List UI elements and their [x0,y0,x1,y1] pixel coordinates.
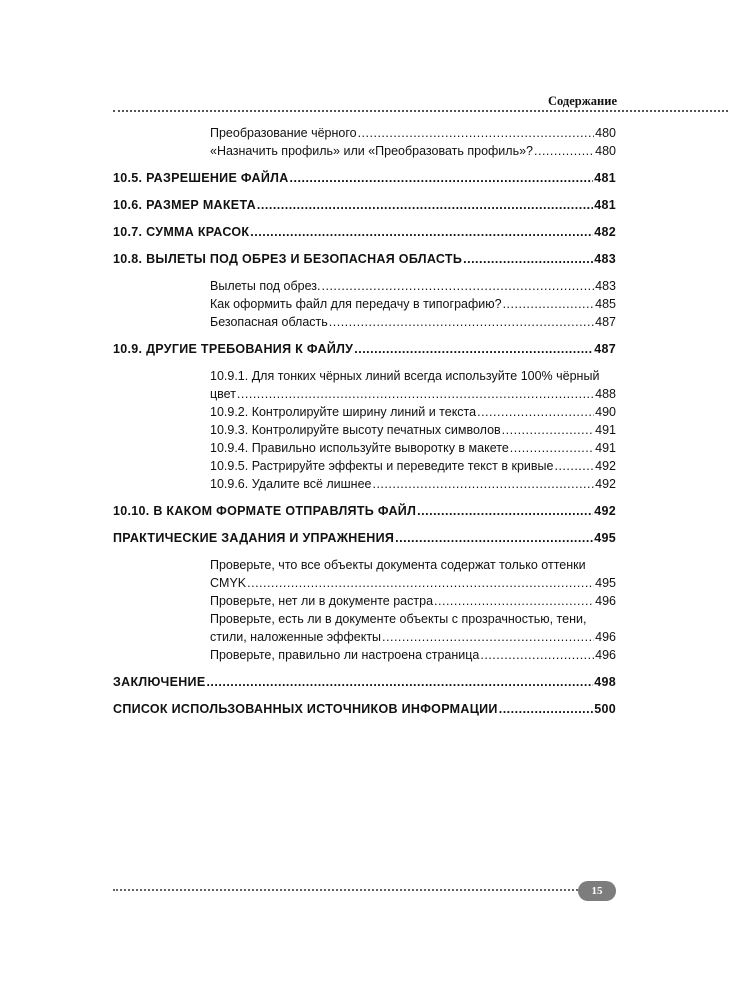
toc-entry-page: 491 [595,423,616,437]
leader-dots [554,457,594,475]
leader-dots [358,124,595,142]
leader-dots [480,646,594,664]
toc-entry-page: 490 [595,405,616,419]
toc-entry-title-line2: стили, наложенные эффекты [210,630,382,644]
toc-entry-title: «Назначить профиль» или «Преобразовать профиль»? [210,144,534,158]
toc-entry[interactable] [113,403,616,421]
leader-dots [354,340,593,358]
leader-dots [247,574,594,592]
toc-entry-title: Как оформить файл для передачу в типографию? [210,297,502,311]
toc-section-title: 10.5. РАЗРЕШЕНИЕ ФАЙЛА [113,171,289,185]
leader-dots [372,475,594,493]
toc-entry-page: 496 [595,594,616,608]
toc-entry[interactable] [113,142,616,160]
toc-entry-page: 480 [595,144,616,158]
toc-entry[interactable] [113,457,616,475]
toc-entry-multiline[interactable] [113,556,616,592]
toc-entry[interactable] [113,277,616,295]
toc-section-10-10[interactable] [113,502,616,520]
toc-section-10-5[interactable] [113,169,616,187]
table-of-contents [113,124,616,718]
leader-dots [322,277,595,295]
toc-entry-title: 10.9.5. Растрируйте эффекты и переведите текст в кривые [210,459,554,473]
toc-section-title: 10.10. В КАКОМ ФОРМАТЕ ОТПРАВЛЯТЬ ФАЙЛ [113,504,417,518]
toc-section-10-6[interactable] [113,196,616,214]
toc-entry[interactable] [113,439,616,457]
footer-dotted-rule [113,889,578,891]
leader-dots [417,502,593,520]
leader-dots [503,295,595,313]
toc-section-page: 498 [594,675,616,689]
leader-dots [502,421,594,439]
toc-entry[interactable] [113,313,616,331]
toc-entry-page: 488 [595,387,616,401]
toc-entry-page: 480 [595,126,616,140]
leader-dots [206,673,593,691]
toc-section-page: 487 [594,342,616,356]
toc-section-conclusion[interactable] [113,673,616,691]
toc-section-title: ПРАКТИЧЕСКИЕ ЗАДАНИЯ И УПРАЖНЕНИЯ [113,531,395,545]
toc-entry-title: 10.9.6. Удалите всё лишнее [210,477,372,491]
toc-section-title: 10.8. ВЫЛЕТЫ ПОД ОБРЕЗ И БЕЗОПАСНАЯ ОБЛАСТЬ [113,252,463,266]
leader-dots [329,313,594,331]
toc-entry-page: 491 [595,441,616,455]
running-header-title: Содержание [547,94,617,108]
toc-section-10-8[interactable] [113,250,616,268]
toc-entry-title-line2: CMYK [210,576,247,590]
toc-entry-title: Проверьте, нет ли в документе растра [210,594,434,608]
toc-section-10-9[interactable] [113,340,616,358]
toc-entry[interactable] [113,592,616,610]
header-dotted-rule [113,110,728,112]
toc-entry-title-line1: Проверьте, есть ли в документе объекты с прозрачностью, тени, [210,612,587,626]
toc-entry[interactable] [113,475,616,493]
toc-entry-title: Проверьте, правильно ли настроена страница [210,648,480,662]
toc-section-page: 483 [594,252,616,266]
toc-section-10-7[interactable] [113,223,616,241]
toc-section-title: СПИСОК ИСПОЛЬЗОВАННЫХ ИСТОЧНИКОВ ИНФОРМАЦИИ [113,702,498,716]
toc-entry[interactable] [113,421,616,439]
leader-dots [463,250,593,268]
toc-entry-page: 496 [595,630,616,644]
toc-entry-page: 492 [595,459,616,473]
toc-section-page: 481 [594,171,616,185]
toc-section-title: ЗАКЛЮЧЕНИЕ [113,675,206,689]
toc-entry-page: 495 [595,576,616,590]
toc-entry-page: 487 [595,315,616,329]
leader-dots [382,628,594,646]
toc-entry-title: Преобразование чёрного [210,126,357,140]
toc-section-sources[interactable] [113,700,616,718]
toc-section-title: 10.7. СУММА КРАСОК [113,225,250,239]
leader-dots [434,592,594,610]
leader-dots [290,169,594,187]
toc-section-page: 495 [594,531,616,545]
toc-entry-title-line1: 10.9.1. Для тонких чёрных линий всегда используйте 100% чёрный [210,369,600,383]
toc-entry-page: 485 [595,297,616,311]
toc-entry-multiline[interactable] [113,367,616,403]
toc-section-practice[interactable] [113,529,616,547]
toc-section-title: 10.9. ДРУГИЕ ТРЕБОВАНИЯ К ФАЙЛУ [113,342,354,356]
toc-section-page: 482 [594,225,616,239]
toc-entry-title: Вылеты под обрез. [210,279,321,293]
toc-entry[interactable] [113,646,616,664]
toc-entry-title: 10.9.2. Контролируйте ширину линий и текста [210,405,477,419]
toc-entry-page: 483 [595,279,616,293]
toc-entry-title: 10.9.3. Контролируйте высоту печатных символов [210,423,501,437]
toc-section-page: 481 [594,198,616,212]
leader-dots [499,700,594,718]
toc-entry-title: 10.9.4. Правильно используйте выворотку в макете [210,441,509,455]
toc-entry-page: 492 [595,477,616,491]
toc-entry[interactable] [113,124,616,142]
leader-dots [510,439,594,457]
leader-dots [250,223,593,241]
page-number-badge: 15 [578,881,616,901]
toc-entry-page: 496 [595,648,616,662]
toc-entry-title: Безопасная область [210,315,328,329]
leader-dots [237,385,594,403]
toc-entry-title-line1: Проверьте, что все объекты документа содержат только оттенки [210,558,586,572]
leader-dots [477,403,594,421]
toc-entry-title-line2: цвет [210,387,236,401]
toc-section-page: 500 [594,702,616,716]
leader-dots [257,196,593,214]
leader-dots [395,529,593,547]
toc-section-title: 10.6. РАЗМЕР МАКЕТА [113,198,256,212]
toc-entry[interactable] [113,295,616,313]
toc-section-page: 492 [594,504,616,518]
toc-entry-multiline[interactable] [113,610,616,646]
leader-dots [534,142,594,160]
